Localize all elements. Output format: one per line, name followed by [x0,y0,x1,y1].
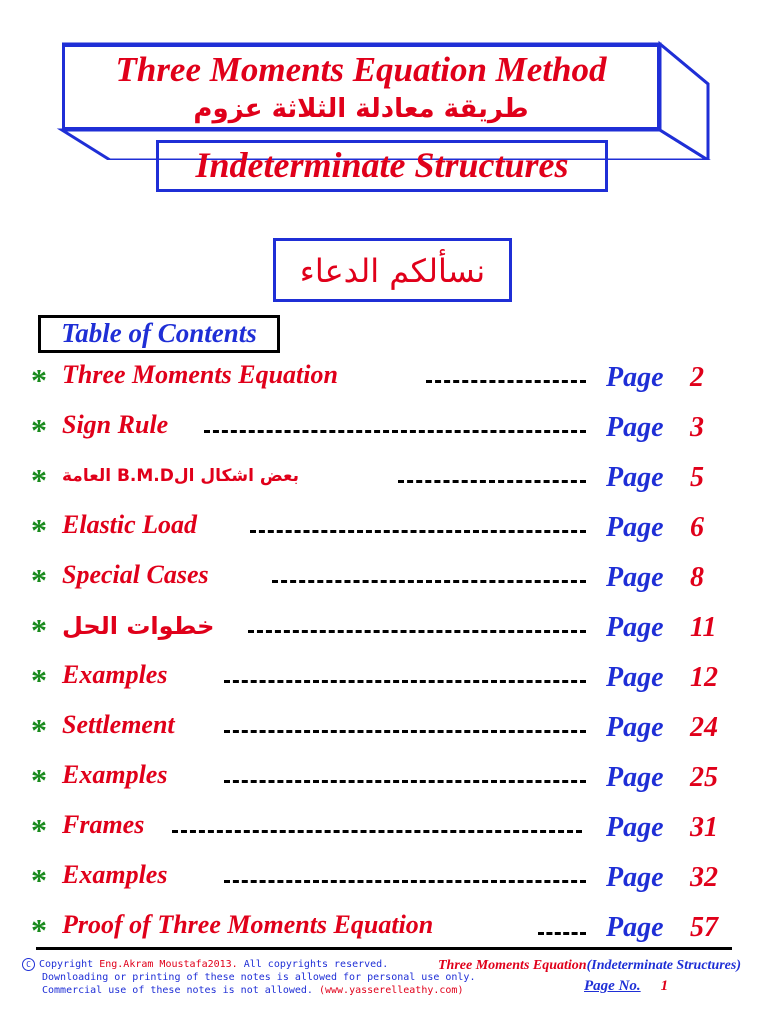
bullet-star-icon: * [31,712,47,748]
bullet-star-icon: * [31,662,47,698]
toc-row[interactable] [0,510,768,554]
bullet-star-icon: * [31,362,47,398]
dash-leader [538,932,586,935]
toc-page-number: 12 [690,662,718,693]
toc-page-number: 32 [690,862,718,893]
toc-page-number: 31 [690,812,718,843]
dash-leader [224,680,586,683]
dash-leader [224,780,586,783]
toc-row[interactable] [0,860,768,904]
website-link[interactable]: www.yasserelleathy.com [325,985,458,996]
document-title-arabic: طريقة معادلة الثلاثة عزوم [193,94,529,124]
footer-book-title [438,958,741,974]
toc-row[interactable] [0,710,768,754]
toc-row[interactable] [0,760,768,804]
footer-line-2: Downloading or printing of these notes is allowed for personal use only. [42,972,476,983]
footer-divider [36,947,732,950]
book-title: Three Moments Equation [438,958,587,973]
toc-item-label: Frames [62,810,145,839]
toc-page-word: Page [606,712,664,743]
bullet-star-icon: * [31,412,47,448]
page-label: Page No. [584,978,641,994]
copyright-icon: C [22,958,35,971]
footer-line-3: Commercial use of these notes is not allowed. [42,985,313,996]
toc-row[interactable] [0,560,768,604]
toc-page-word: Page [606,412,664,443]
toc-title: Table of Contents [61,318,257,348]
toc-item-label: Examples [62,760,168,789]
toc-item-label: خطوات الحل [62,612,215,640]
toc-item-label: Examples [62,660,168,689]
book-subtitle: (Indeterminate Structures) [586,958,741,973]
toc-page-number: 3 [690,412,704,443]
bullet-star-icon: * [31,562,47,598]
toc-page-word: Page [606,362,664,393]
toc-row[interactable] [0,660,768,704]
page-number: 1 [660,978,669,994]
toc-item-label: Special Cases [62,560,209,589]
toc-page-number: 25 [690,762,718,793]
bullet-star-icon: * [31,912,47,948]
toc-page-number: 6 [690,512,704,543]
toc-item-label: Three Moments Equation [62,360,338,389]
toc-page-word: Page [606,512,664,543]
toc-page-word: Page [606,462,664,493]
bullet-star-icon: * [31,462,47,498]
toc-item-label: Examples [62,860,168,889]
toc-page-number: 11 [690,612,717,643]
toc-page-number: 2 [690,362,704,393]
toc-page-word: Page [606,612,664,643]
dash-leader [426,380,586,383]
author-name: Eng.Akram Moustafa2013. [99,959,238,970]
toc-page-word: Page [606,662,664,693]
document-subtitle: Indeterminate Structures [195,145,569,185]
toc-row[interactable] [0,460,768,504]
rights-text: All copyrights reserved. [237,959,389,970]
toc-item-label: Elastic Load [62,510,198,539]
footer-page-number [584,978,668,995]
toc-page-word: Page [606,912,664,943]
toc-page-number: 5 [690,462,704,493]
toc-page-number: 57 [690,912,718,943]
dua-text: نسألكم الدعاء [299,252,486,290]
toc-row[interactable] [0,360,768,404]
toc-row[interactable] [0,610,768,654]
toc-page-number: 24 [690,712,718,743]
bullet-star-icon: * [31,512,47,548]
toc-row[interactable] [0,810,768,854]
dash-leader [272,580,586,583]
toc-row[interactable] [0,410,768,454]
bullet-star-icon: * [31,862,47,898]
toc-item-label: Settlement [62,710,175,739]
dash-leader [224,880,586,883]
toc-page-number: 8 [690,562,704,593]
dash-leader [398,480,586,483]
toc-page-word: Page [606,762,664,793]
bullet-star-icon: * [31,762,47,798]
copyright-prefix: Copyright [39,959,94,970]
toc-item-label: Proof of Three Moments Equation [62,910,434,939]
dash-leader [224,730,586,733]
bullet-star-icon: * [31,812,47,848]
dash-leader [250,530,586,533]
footer-copyright: C Copyright Eng.Akram Moustafa2013. All copyrights reserved. Downloading or printing of these notes is allowed for personal use only. Commercial use of these notes is not allowed. (www.yasserelleathy.com) [22,958,475,997]
toc-page-word: Page [606,812,664,843]
document-title: Three Moments Equation Method [115,50,607,89]
toc-page-word: Page [606,862,664,893]
toc-page-word: Page [606,562,664,593]
bullet-star-icon: * [31,612,47,648]
toc-item-label: بعض اشكال الB.M.D العامة [62,466,300,486]
dash-leader [172,830,582,833]
dash-leader [248,630,586,633]
toc-item-label: Sign Rule [62,410,169,439]
dash-leader [204,430,586,433]
